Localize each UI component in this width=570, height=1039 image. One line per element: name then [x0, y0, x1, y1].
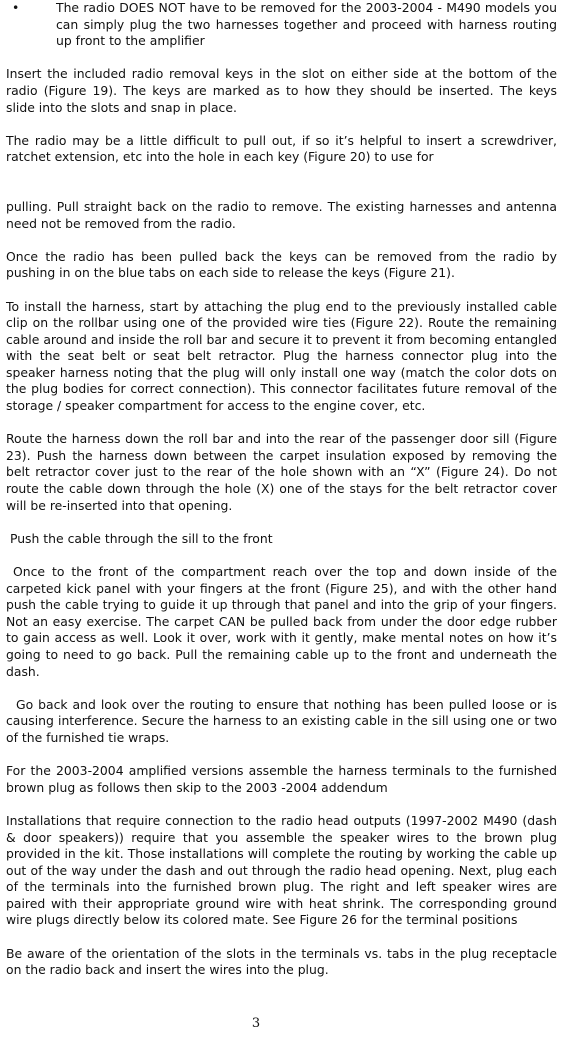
- paragraph-route-harness: Route the harness down the roll bar and into the rear of the passenger door sill (Figure 23). Push the harness down between the carpet insulation exposed by removing the belt retractor cover just to the rear of the hole shown with an “X” (Figure 24). Do not route the cable down through the hole (X) one of the stays for the belt retractor cover will be re-inserted into that opening.: [6, 431, 557, 513]
- paragraph-front-compartment: Once to the front of the compartment reach over the top and down inside of the carpeted kick panel with your fingers at the front (Figure 25), and with the other hand push the cable trying to guide it up through that panel and into the grip of your fingers. Not an easy exercise. The carpet CAN be pulled back from under the door edge rubber to gain access as well. Look it over, work with it gently, make mental notes on how it’s going to need to go back. Pull the remaining cable up to the front and underneath the dash.: [6, 564, 561, 679]
- bullet-text: The radio DOES NOT have to be removed for the 2003-2004 - M490 models you can simply plug the two harnesses together and proceed with harness routing up front to the amplifier: [56, 0, 557, 49]
- paragraph-install-harness: To install the harness, start by attaching the plug end to the previously installed cable clip on the rollbar using one of the provided wire ties (Figure 22). Route the remaining cable around and inside the roll bar and secure it to prevent it from becoming entangled with the seat belt or seat belt retractor. Plug the harness connector plug into the speaker harness noting that the plug will only install one way (match the color dots on the plug bodies for correct connection). This connector facilitates future removal of the storage / speaker compartment for access to the engine cover, etc.: [6, 298, 557, 414]
- paragraph-radio-head-outputs: Installations that require connection to the radio head outputs (1997-2002 M490 (dash & door speakers)) require that you assemble the speaker wires to the brown plug provided in the kit. Those installations will complete the routing by working the cable up out of the way under the dash and out through the radio head opening. Next, plug each of the terminals into the furnished brown plug. The right and left speaker wires are paired with their appropriate ground wire with heat shrink. The corresponding ground wire plugs directly below its colored mate. See Figure 26 for the terminal positions: [6, 812, 557, 928]
- paragraph-slot-orientation: Be aware of the orientation of the slots in the terminals vs. tabs in the plug receptacle on the radio back and insert the wires into the plug.: [6, 945, 557, 978]
- bullet-icon: •: [12, 0, 20, 15]
- paragraph-amplified-versions: For the 2003-2004 amplified versions assemble the harness terminals to the furnished brown plug as follows then skip to the 2003 -2004 addendum: [6, 763, 557, 795]
- paragraph-keys-removed: Once the radio has been pulled back the keys can be removed from the radio by pushing in on the blue tabs on each side to release the keys (Figure 21).: [6, 248, 557, 281]
- document-page: [6, 0, 561, 979]
- paragraph-pull-straight: pulling. Pull straight back on the radio to remove. The existing harnesses and antenna need not be removed from the radio.: [6, 198, 557, 231]
- paragraph-check-routing: Go back and look over the routing to ensure that nothing has been pulled loose or is causing interference. Secure the harness to an existing cable in the sill using one or two of the furnished tie wraps.: [6, 696, 561, 745]
- paragraph-radio-removal-keys: Insert the included radio removal keys in the slot on either side at the bottom of the radio (Figure 19). The keys are marked as to how they should be inserted. The keys slide into the slots and snap in place.: [6, 66, 557, 115]
- paragraph-radio-difficult: The radio may be a little difficult to pull out, if so it’s helpful to insert a screwdriver, ratchet extension, etc into the hole in each key (Figure 20) to use for: [6, 132, 557, 165]
- bullet-item: [6, 0, 557, 50]
- page-number: 3: [251, 1016, 261, 1031]
- paragraph-push-cable: Push the cable through the sill to the front: [6, 530, 273, 546]
